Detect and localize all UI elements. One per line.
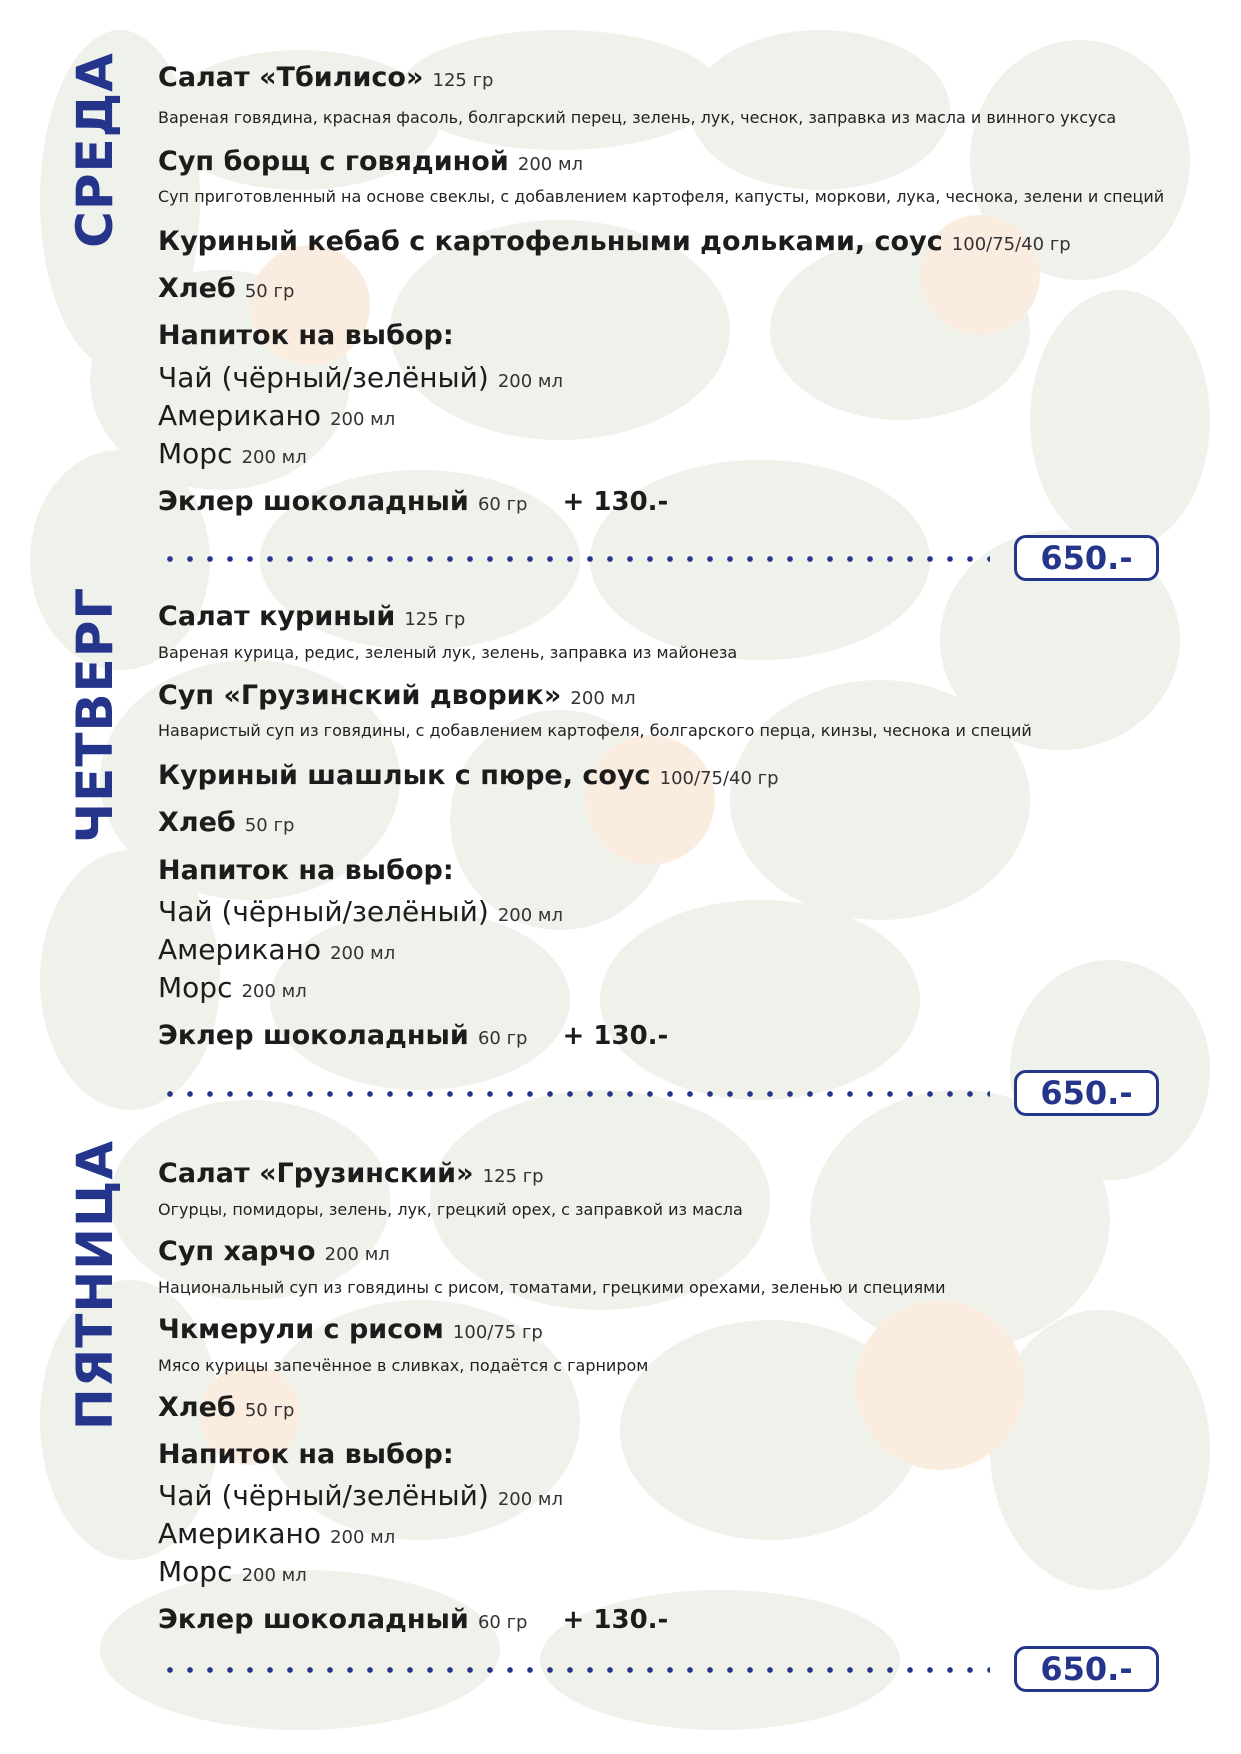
dish-name: Суп борщ с говядиной: [158, 146, 509, 177]
dish-description: Национальный суп из говядины с рисом, томатами, грецкими орехами, зеленью и специями: [158, 1278, 946, 1297]
drink-item: [158, 895, 563, 928]
dish-name: Эклер шоколадный: [158, 486, 469, 517]
drink-portion: 200 мл: [497, 1489, 564, 1510]
day-label: ПЯТНИЦА: [66, 1139, 125, 1431]
drink-item: [158, 1517, 395, 1550]
salad: [158, 601, 465, 632]
dish-name: Куриный кебаб с картофельными дольками, соус: [158, 226, 943, 257]
drink-name: Морс: [158, 437, 233, 470]
bread: [158, 1392, 294, 1423]
main-course: [158, 226, 1071, 257]
drink-name: Морс: [158, 971, 233, 1004]
soup: [158, 146, 583, 177]
dish-portion: 60 гр: [477, 1612, 528, 1633]
drink-portion: 200 мл: [497, 371, 564, 392]
drink-item: [158, 361, 563, 394]
drink-name: Чай (чёрный/зелёный): [158, 1479, 489, 1512]
dish-name: Салат «Грузинский»: [158, 1158, 474, 1189]
drink-portion: 200 мл: [497, 905, 564, 926]
dish-name: Куриный шашлык с пюре, соус: [158, 760, 651, 791]
drink-name: Чай (чёрный/зелёный): [158, 895, 489, 928]
dish-portion: 50 гр: [244, 1400, 295, 1421]
drink-item: [158, 399, 395, 432]
dish-description: Огурцы, помидоры, зелень, лук, грецкий орех, с заправкой из масла: [158, 1200, 743, 1219]
soup: [158, 680, 636, 711]
drink-name: Морс: [158, 1555, 233, 1588]
dish-name: Эклер шоколадный: [158, 1604, 469, 1635]
day-label: ЧЕТВЕРГ: [66, 586, 125, 844]
main-course: [158, 1314, 543, 1345]
dish-portion: 200 мл: [324, 1244, 390, 1265]
dish-portion: 60 гр: [477, 1028, 528, 1049]
dish-name: Суп «Грузинский дворик»: [158, 680, 562, 711]
dish-name: Чкмерули с рисом: [158, 1314, 444, 1345]
drink-portion: 200 мл: [330, 943, 396, 964]
dessert-extra-price: + 130.-: [562, 1021, 669, 1051]
drink-portion: 200 мл: [330, 409, 396, 430]
dessert: [158, 1604, 668, 1635]
dessert: [158, 486, 668, 517]
drink-portion: 200 мл: [241, 1565, 307, 1586]
day-label: СРЕДА: [66, 52, 125, 248]
dessert: [158, 1020, 668, 1051]
drink-item: [158, 1555, 307, 1588]
dish-portion: 50 гр: [244, 281, 295, 302]
soup: [158, 1236, 390, 1267]
drinks-title: Напиток на выбор:: [158, 320, 454, 351]
drink-name: Американо: [158, 1517, 321, 1550]
dish-portion: 125 гр: [432, 70, 494, 91]
drink-name: Американо: [158, 933, 321, 966]
price-badge: 650.-: [1014, 535, 1159, 581]
dish-description: Вареная курица, редис, зеленый лук, зелень, заправка из майонеза: [158, 643, 738, 662]
salad: [158, 62, 493, 93]
price-badge: 650.-: [1014, 1646, 1159, 1692]
drink-name: Чай (чёрный/зелёный): [158, 361, 489, 394]
dish-portion: 125 гр: [482, 1166, 544, 1187]
main-course: [158, 760, 779, 791]
dish-description: Наваристый суп из говядины, с добавлением картофеля, болгарского перца, кинзы, чеснока и специй: [158, 721, 1032, 740]
drink-portion: 200 мл: [330, 1527, 396, 1548]
dessert-extra-price: + 130.-: [562, 1605, 669, 1635]
dish-description: Мясо курицы запечённое в сливках, подаётся с гарниром: [158, 1356, 649, 1375]
dish-portion: 100/75/40 гр: [951, 234, 1071, 255]
dish-portion: 125 гр: [404, 609, 466, 630]
dish-name: Хлеб: [158, 807, 236, 838]
bread: [158, 807, 294, 838]
dish-description: Вареная говядина, красная фасоль, болгарский перец, зелень, лук, чеснок, заправка из масла и винного уксуса: [158, 108, 1117, 127]
drink-portion: 200 мл: [241, 981, 307, 1002]
dotted-leader: [160, 1090, 990, 1098]
dish-portion: 100/75 гр: [452, 1322, 543, 1343]
dotted-leader: [160, 1666, 990, 1674]
price-badge: 650.-: [1014, 1070, 1159, 1116]
dish-description: Суп приготовленный на основе свеклы, с добавлением картофеля, капусты, моркови, лука, чеснока, зелени и специй: [158, 187, 1165, 206]
dish-name: Хлеб: [158, 273, 236, 304]
drink-name: Американо: [158, 399, 321, 432]
dish-name: Салат куриный: [158, 601, 396, 632]
drink-item: [158, 1479, 563, 1512]
dish-name: Салат «Тбилисо»: [158, 62, 424, 93]
dish-name: Эклер шоколадный: [158, 1020, 469, 1051]
drinks-title: Напиток на выбор:: [158, 855, 454, 886]
dish-name: Суп харчо: [158, 1236, 316, 1267]
dish-portion: 100/75/40 гр: [659, 768, 779, 789]
dotted-leader: [160, 555, 990, 563]
drink-item: [158, 437, 307, 470]
drink-item: [158, 971, 307, 1004]
dish-name: Хлеб: [158, 1392, 236, 1423]
drinks-title: Напиток на выбор:: [158, 1439, 454, 1470]
bread: [158, 273, 294, 304]
dessert-extra-price: + 130.-: [562, 487, 669, 517]
dish-portion: 200 мл: [517, 154, 584, 175]
dish-portion: 200 мл: [570, 688, 636, 709]
dish-portion: 50 гр: [244, 815, 295, 836]
dish-portion: 60 гр: [477, 494, 528, 515]
drink-portion: 200 мл: [241, 447, 307, 468]
salad: [158, 1158, 544, 1189]
drink-item: [158, 933, 395, 966]
